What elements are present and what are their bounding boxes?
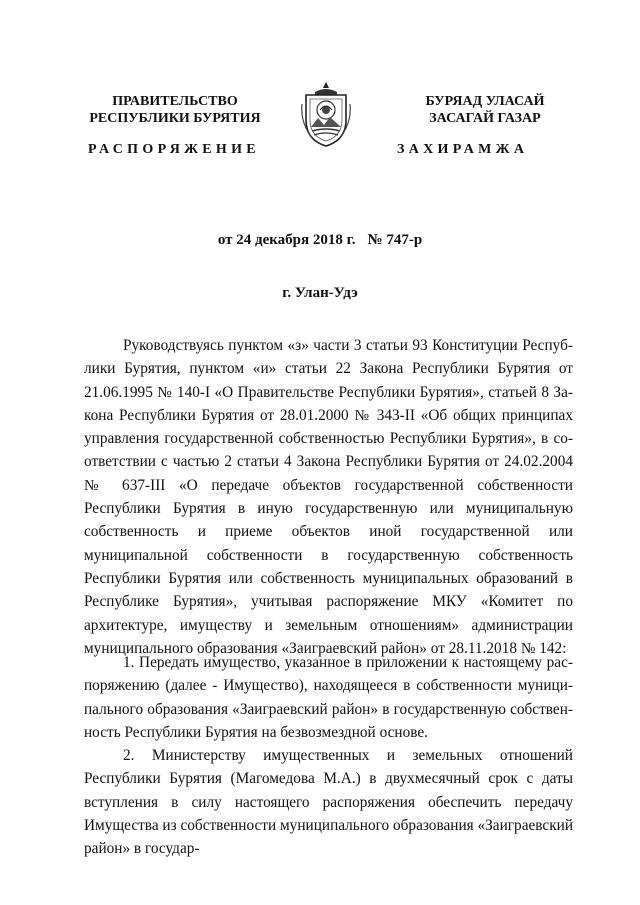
item-1-paragraph [84,651,573,744]
header-left-block [60,93,290,127]
item-2-paragraph [84,744,573,860]
document-date: от 24 декабря 2018 г. [217,232,356,248]
document-number: № 747-р [367,232,423,248]
header-right-block [380,93,590,127]
government-name-line2: РЕСПУБЛИКИ БУРЯТИЯ [89,111,261,126]
preamble-text: Руководствуясь пунктом «з» части 3 статьи 93 Конституции Республики Бурятия, пунктом «и» статьи 22 Закона Республики Бурятия от 21.06.1995 № 140-I «О Правительстве Республики Бурятия», статьей 8 Закона Республики Бурятия от 28.01.2000 № 343-II «Об общих принципах управления государственной собственностью Республики Бурятия», в соответствии с частью 2 статьи 4 Закона Республики Бурятия от 24.02.2004 № 637-III «О передаче объектов государственной собственности Республики Бурятия в иную государственную или муниципальную собственность и приеме объектов иной государственной или муниципальной собственности в государственную собственность Республики Бурятия или собственность муниципальных образований в Республике Бурятия», учитывая распоряжение МКУ «Комитет по архитектуре, имуществу и земельным отношениям» администрации муниципального образования «Заиграевский район» от 28.11.2018 № 142: [84,337,573,657]
document-city: г. Улан-Удэ [282,285,358,301]
item-1-text: 1. Передать имущество, указанное в приложении к настоящему распоряжению (далее - Имущество), находящееся в собственности муниципального образования «Заиграевский район» в государственную собственность Республики Бурятия на безвозмездной основе. [84,654,573,741]
government-name-buryat-line1: БУРЯАД УЛАСАЙ [425,94,545,109]
preamble-paragraph [84,334,573,660]
document-type-russian: РАСПОРЯЖЕНИЕ [88,142,260,157]
document-date-number [0,232,640,249]
government-name-line1: ПРАВИТЕЛЬСТВО [112,94,238,109]
government-name-buryat-line2: ЗАСАГАЙ ГАЗАР [429,111,541,126]
document-type-buryat: ЗАХИРАМЖА [397,142,529,157]
coat-of-arms-buryatia-icon [298,80,354,148]
item-2-text: 2. Министерству имущественных и земельных отношений Республики Бурятия (Магомедова М.А.) в двухмесячный срок с даты вступления в силу настоящего распоряжения обеспечить передачу Имущества из собственности муниципального образования «Заиграевский район» в государ- [84,747,574,858]
